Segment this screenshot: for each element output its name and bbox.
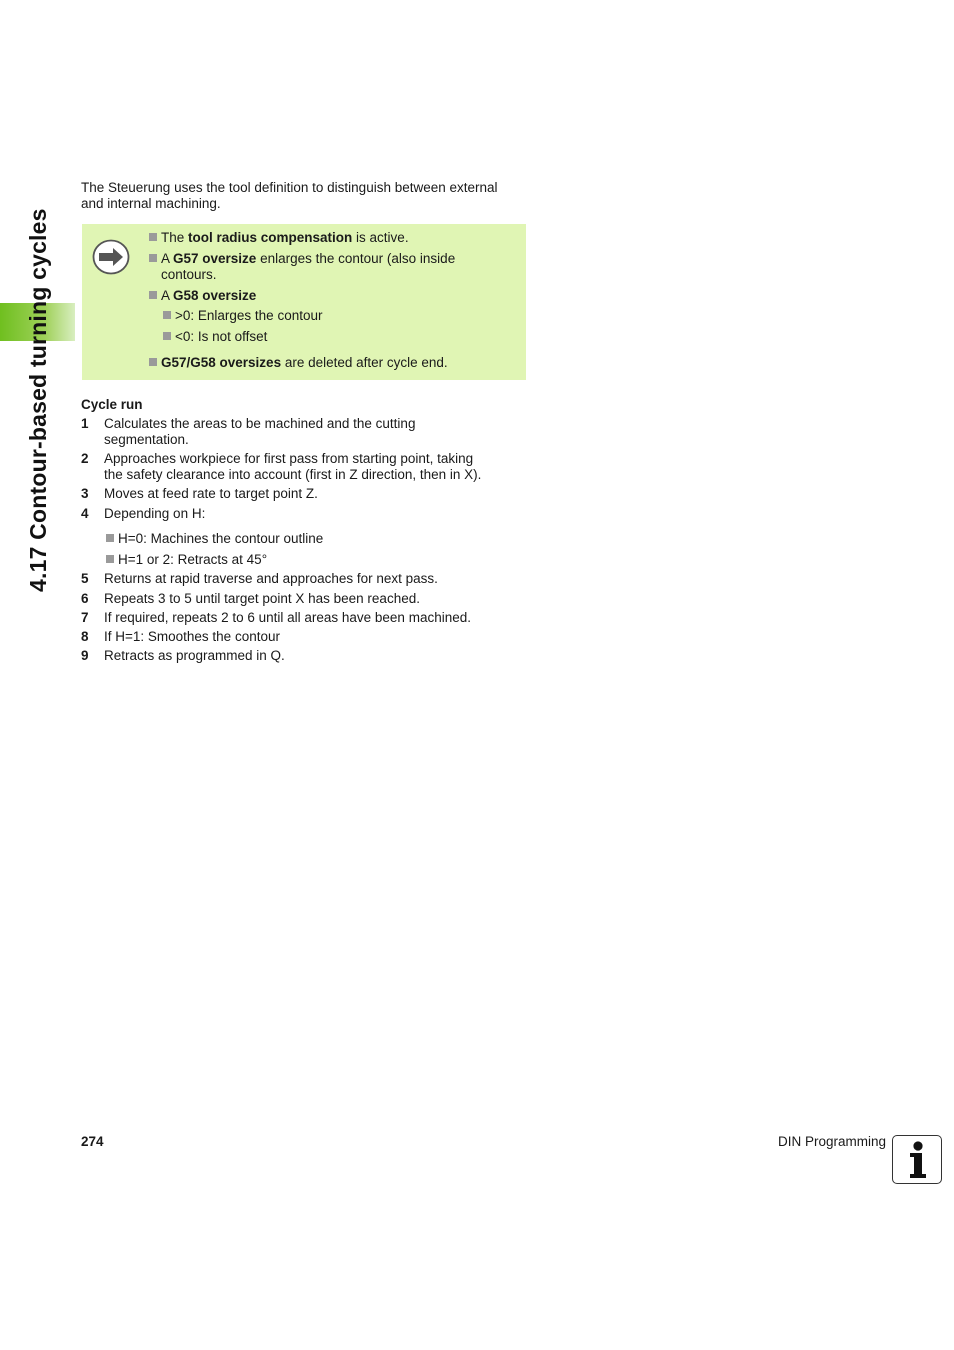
section-title: 4.17 Contour-based turning cycles (25, 208, 51, 592)
step-4-text: Depending on H: (104, 506, 206, 521)
step-2-line-2: the safety clearance into account (first in Z direction, then in X). (104, 467, 482, 482)
note-bullet-4: G57/G58 oversizes are deleted after cycle end. (149, 355, 448, 371)
step-4-sub-2: H=1 or 2: Retracts at 45° (106, 552, 267, 568)
step-1-line-2: segmentation. (104, 432, 189, 447)
step-9-text: Retracts as programmed in Q. (104, 648, 285, 663)
note-sub-bullet-2: <0: Is not offset (163, 329, 267, 345)
step-number: 6 (81, 591, 89, 606)
cycle-run-heading: Cycle run (81, 397, 143, 412)
bullet-square-icon (106, 534, 114, 542)
bullet-square-icon (106, 555, 114, 563)
note-sub-bullet-1: >0: Enlarges the contour (163, 308, 322, 324)
bullet-square-icon (149, 254, 157, 262)
step-number: 9 (81, 648, 89, 663)
step-1-line-1: Calculates the areas to be machined and the cutting (104, 416, 416, 431)
step-5-text: Returns at rapid traverse and approaches for next pass. (104, 571, 438, 586)
bullet-square-icon (149, 291, 157, 299)
step-number: 3 (81, 486, 89, 501)
step-number: 2 (81, 451, 89, 466)
bullet-square-icon (149, 358, 157, 366)
arrow-right-icon (92, 239, 130, 275)
bullet-square-icon (149, 233, 157, 241)
step-3-text: Moves at feed rate to target point Z. (104, 486, 318, 501)
step-number: 5 (81, 571, 89, 586)
note-bullet-2-cont: contours. (161, 267, 217, 282)
intro-line-2: and internal machining. (81, 196, 221, 211)
page-number: 274 (81, 1134, 104, 1149)
step-2-line-1: Approaches workpiece for first pass from starting point, taking (104, 451, 474, 466)
note-bullet-3: A G58 oversize (149, 288, 256, 304)
bullet-square-icon (163, 332, 171, 340)
note-bullet-2: A G57 oversize enlarges the contour (also inside (149, 251, 455, 267)
info-icon (892, 1135, 942, 1184)
step-8-text: If H=1: Smoothes the contour (104, 629, 280, 644)
note-bullet-1: The tool radius compensation is active. (149, 230, 409, 246)
step-number: 4 (81, 506, 89, 521)
step-number: 1 (81, 416, 89, 431)
chapter-name: DIN Programming (777, 1134, 886, 1149)
step-7-text: If required, repeats 2 to 6 until all areas have been machined. (104, 610, 471, 625)
step-4-sub-1: H=0: Machines the contour outline (106, 531, 323, 547)
step-6-text: Repeats 3 to 5 until target point X has been reached. (104, 591, 420, 606)
step-number: 7 (81, 610, 89, 625)
bullet-square-icon (163, 311, 171, 319)
intro-line-1: The Steuerung uses the tool definition to distinguish between external (81, 180, 498, 195)
step-number: 8 (81, 629, 89, 644)
